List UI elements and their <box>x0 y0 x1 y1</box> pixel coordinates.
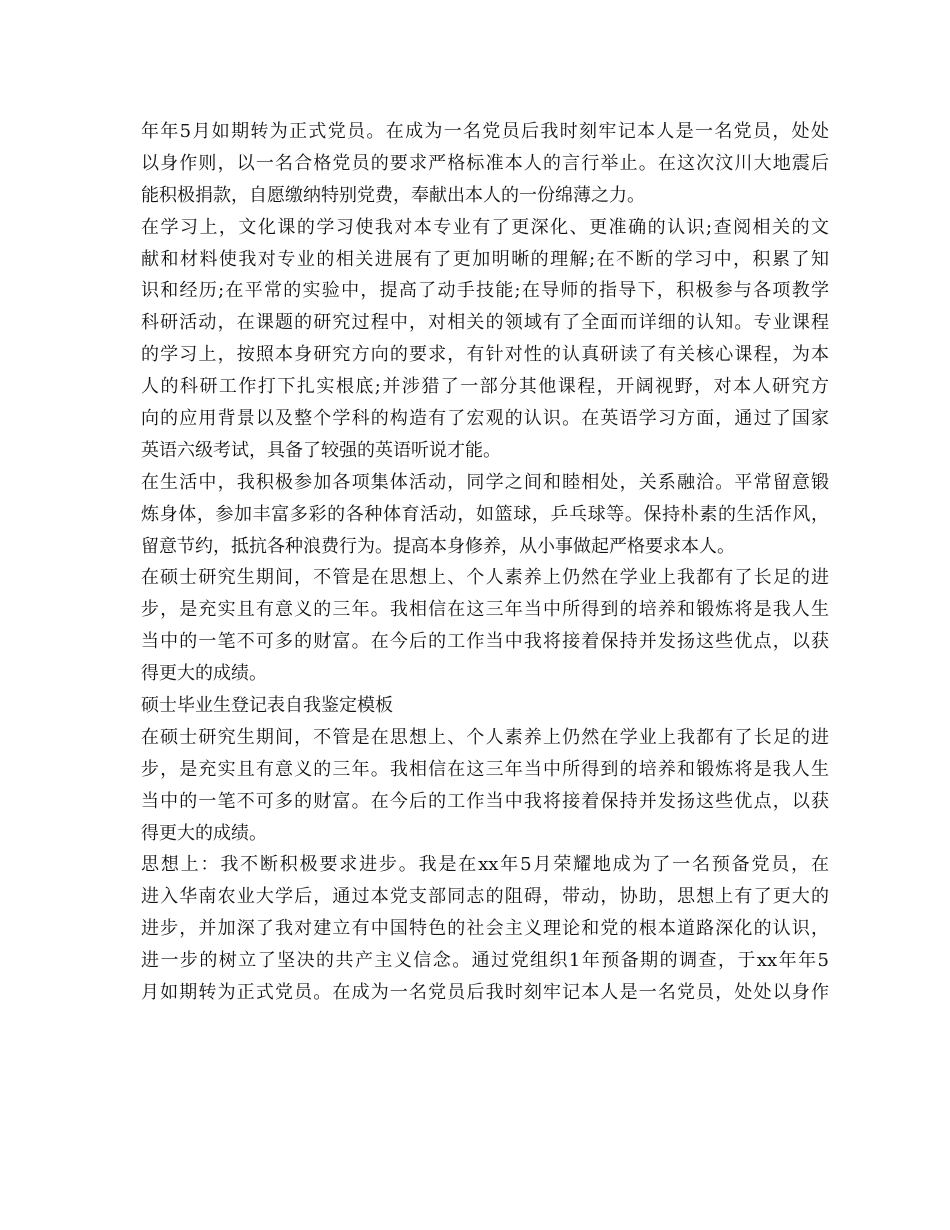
text-line: 人的科研工作打下扎实根底;并涉猎了一部分其他课程，开阔视野，对本人研究方 <box>141 376 829 398</box>
text-line: 向的应用背景以及整个学科的构造有了宏观的认识。在英语学习方面，通过了国家 <box>141 408 829 430</box>
text-line: 献和材料使我对专业的相关进展有了更加明晰的理解;在不断的学习中，积累了知 <box>141 248 829 270</box>
text-line: 在硕士研究生期间，不管是在思想上、个人素养上仍然在学业上我都有了长足的进 <box>141 726 829 748</box>
text-line: 在学习上，文化课的学习使我对本专业有了更深化、更准确的认识;查阅相关的文 <box>141 216 829 238</box>
text-line: 步，是充实且有意义的三年。我相信在这三年当中所得到的培养和锻炼将是我人生 <box>141 599 829 621</box>
text-line: 思想上：我不断积极要求进步。我是在xx年5月荣耀地成为了一名预备党员，在 <box>141 854 829 876</box>
text-line: 科研活动，在课题的研究过程中，对相关的领域有了全面而详细的认知。专业课程 <box>141 312 829 334</box>
text-line: 留意节约，抵抗各种浪费行为。提高本身修养，从小事做起严格要求本人。 <box>141 535 735 557</box>
text-line: 进一步的树立了坚决的共产主义信念。通过党组织1年预备期的调查，于xx年年5 <box>141 950 829 972</box>
text-line: 识和经历;在平常的实验中，提高了动手技能;在导师的指导下，积极参与各项教学 <box>141 280 829 302</box>
text-line: 炼身体，参加丰富多彩的各种体育活动，如篮球，乒乓球等。保持朴素的生活作风， <box>141 503 829 525</box>
text-line: 在硕士研究生期间，不管是在思想上、个人素养上仍然在学业上我都有了长足的进 <box>141 567 829 589</box>
text-line: 进步，并加深了我对建立有中国特色的社会主义理论和党的根本道路深化的认识， <box>141 918 829 940</box>
document-body <box>141 116 829 1009</box>
text-line: 得更大的成绩。 <box>141 663 267 685</box>
text-line: 步，是充实且有意义的三年。我相信在这三年当中所得到的培养和锻炼将是我人生 <box>141 758 829 780</box>
text-line: 能积极捐款，自愿缴纳特别党费，奉献出本人的一份绵薄之力。 <box>141 184 645 206</box>
text-line: 当中的一笔不可多的财富。在今后的工作当中我将接着保持并发扬这些优点，以获 <box>141 631 829 653</box>
text-line: 当中的一笔不可多的财富。在今后的工作当中我将接着保持并发扬这些优点，以获 <box>141 790 829 812</box>
text-line: 进入华南农业大学后，通过本党支部同志的阻碍，带动，协助，思想上有了更大的 <box>141 886 829 908</box>
text-line: 在生活中，我积极参加各项集体活动，同学之间和睦相处，关系融洽。平常留意锻 <box>141 471 829 493</box>
text-line: 年年5月如期转为正式党员。在成为一名党员后我时刻牢记本人是一名党员，处处 <box>141 121 829 142</box>
text-line: 以身作则，以一名合格党员的要求严格标准本人的言行举止。在这次汶川大地震后 <box>141 152 829 174</box>
text-line: 得更大的成绩。 <box>141 822 267 844</box>
section-heading: 硕士毕业生登记表自我鉴定模板 <box>141 695 393 717</box>
text-line: 月如期转为正式党员。在成为一名党员后我时刻牢记本人是一名党员，处处以身作 <box>141 982 829 1004</box>
text-line: 的学习上，按照本身研究方向的要求，有针对性的认真研读了有关核心课程，为本 <box>141 344 829 366</box>
text-line: 英语六级考试，具备了较强的英语听说才能。 <box>141 439 501 461</box>
